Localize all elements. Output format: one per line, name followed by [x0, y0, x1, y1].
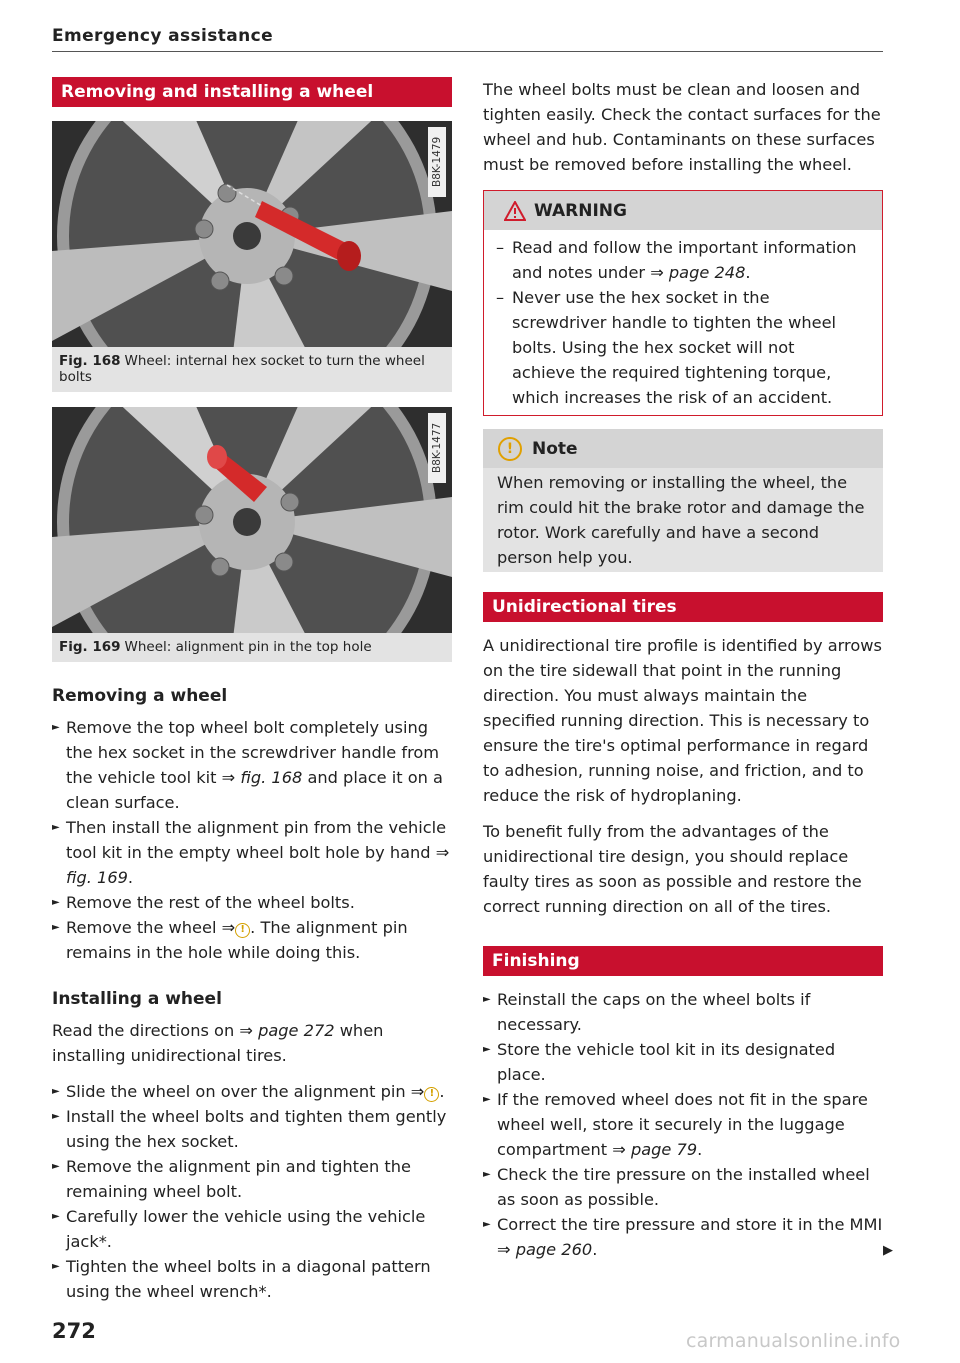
figure-168: [52, 121, 452, 392]
section-title-removing-installing: Removing and installing a wheel: [52, 77, 452, 107]
list-item: ► If the removed wheel does not fit in the spare wheel well, store it securely in the luggage compartment ⇒ page 79.: [483, 1087, 883, 1162]
list-item: ► Check the tire pressure on the installed wheel as soon as possible.: [483, 1162, 883, 1212]
figure-caption-text: Wheel: alignment pin in the top hole: [124, 639, 372, 655]
list-item: ► Remove the alignment pin and tighten the remaining wheel bolt.: [52, 1154, 452, 1204]
heading-installing-wheel: Installing a wheel: [52, 989, 222, 1009]
list-item: ► Remove the top wheel bolt completely using the hex socket in the screwdriver handle from the vehicle tool kit ⇒ fig. 168 and place it on a clean surface.: [52, 715, 452, 815]
unidirectional-para-2: To benefit fully from the advantages of the unidirectional tire design, you should replace faulty tires as soon as possible and restore the correct running direction on all of the tires.: [483, 822, 862, 916]
page-272-link[interactable]: ⇒ page 272: [239, 1021, 335, 1040]
section-title-finishing: Finishing: [483, 946, 883, 976]
continue-arrow-icon: ▶: [883, 1243, 893, 1258]
list-item: ► Store the vehicle tool kit in its designated place.: [483, 1037, 883, 1087]
note-body: [483, 468, 883, 572]
warning-triangle-icon: [504, 201, 526, 221]
figure-code: B8K-1479: [428, 127, 446, 197]
intro-paragraph: The wheel bolts must be clean and loosen and tighten easily. Check the contact surfaces for the wheel and hub. Contaminants on these surfaces must be removed before installing the wheel.: [483, 80, 881, 174]
list-item: ► Slide the wheel on over the alignment pin ⇒ ! .: [52, 1079, 452, 1104]
wheel-alignment-pin-illustration: [52, 407, 452, 633]
page-header: [52, 26, 883, 52]
warning-header: [484, 191, 882, 230]
list-item: ► Then install the alignment pin from the vehicle tool kit in the empty wheel bolt hole by hand ⇒ fig. 169.: [52, 815, 452, 890]
finishing-steps: [483, 987, 883, 1262]
list-item: ► Remove the rest of the wheel bolts.: [52, 890, 452, 915]
wheel-illustration-1: [52, 121, 452, 347]
chapter-title: Emergency assistance: [52, 26, 274, 46]
figure-caption: [52, 347, 452, 392]
warning-body: [484, 230, 882, 415]
fig-168-link[interactable]: ⇒ fig. 168: [221, 768, 303, 787]
wheel-hex-socket-illustration: [52, 121, 452, 347]
note-header: [483, 429, 883, 468]
note-icon[interactable]: !: [424, 1087, 439, 1102]
figure-label: Fig. 168: [59, 353, 121, 369]
installing-steps: [52, 1079, 452, 1304]
removing-steps: [52, 715, 452, 965]
heading-removing-wheel: Removing a wheel: [52, 686, 228, 706]
section-title-unidirectional: Unidirectional tires: [483, 592, 883, 622]
installing-intro: Read the directions on ⇒ page 272 when installing unidirectional tires.: [52, 1021, 384, 1065]
note-icon[interactable]: !: [235, 923, 250, 938]
list-item: – Read and follow the important information and notes under ⇒ page 248.: [496, 235, 860, 285]
figure-label: Fig. 169: [59, 639, 121, 655]
figure-169: [52, 407, 452, 662]
page-248-link[interactable]: ⇒ page 248: [650, 263, 746, 282]
fig-169-link[interactable]: ⇒ fig. 169: [66, 843, 450, 887]
warning-box: [483, 190, 883, 416]
page-260-link[interactable]: ⇒ page 260: [497, 1240, 593, 1259]
warning-title: WARNING: [534, 200, 627, 221]
unidirectional-para-1: A unidirectional tire profile is identified by arrows on the tire sidewall that point in the running direction. You must always maintain the specified running direction. This is necessary to ensure the tire's optimal performance in regard to adhesion, running noise, and friction, and to reduce the risk of hydroplaning.: [483, 636, 882, 805]
page-number: 272: [52, 1319, 96, 1343]
figure-caption-text: Wheel: internal hex socket to turn the wheel bolts: [59, 353, 425, 385]
watermark: carmanualsonline.info: [686, 1330, 901, 1352]
list-item: ► Reinstall the caps on the wheel bolts if necessary.: [483, 987, 883, 1037]
figure-caption: [52, 633, 452, 662]
wheel-illustration-2: [52, 407, 452, 633]
note-exclamation-icon: !: [498, 437, 522, 461]
figure-code: B8K-1477: [428, 413, 446, 483]
note-text: When removing or installing the wheel, the rim could hit the brake rotor and damage the rotor. Work carefully and have a second person help you.: [497, 473, 865, 567]
right-column: [483, 77, 883, 1262]
list-item: ► Correct the tire pressure and store it in the MMI ⇒ page 260.: [483, 1212, 883, 1262]
left-column: [52, 77, 452, 1304]
list-item: ► Install the wheel bolts and tighten them gently using the hex socket.: [52, 1104, 452, 1154]
list-item: ► Remove the wheel ⇒ ! . The alignment pin remains in the hole while doing this.: [52, 915, 452, 965]
warning-list: [496, 235, 860, 410]
note-box: [483, 429, 883, 572]
list-item: ► Tighten the wheel bolts in a diagonal pattern using the wheel wrench*.: [52, 1254, 452, 1304]
page-79-link[interactable]: ⇒ page 79: [612, 1140, 698, 1159]
list-item: – Never use the hex socket in the screwdriver handle to tighten the wheel bolts. Using the hex socket will not achieve the required tightening torque, which increases the risk of an accident.: [496, 285, 860, 410]
list-item: ► Carefully lower the vehicle using the vehicle jack*.: [52, 1204, 452, 1254]
note-title: Note: [532, 438, 578, 459]
